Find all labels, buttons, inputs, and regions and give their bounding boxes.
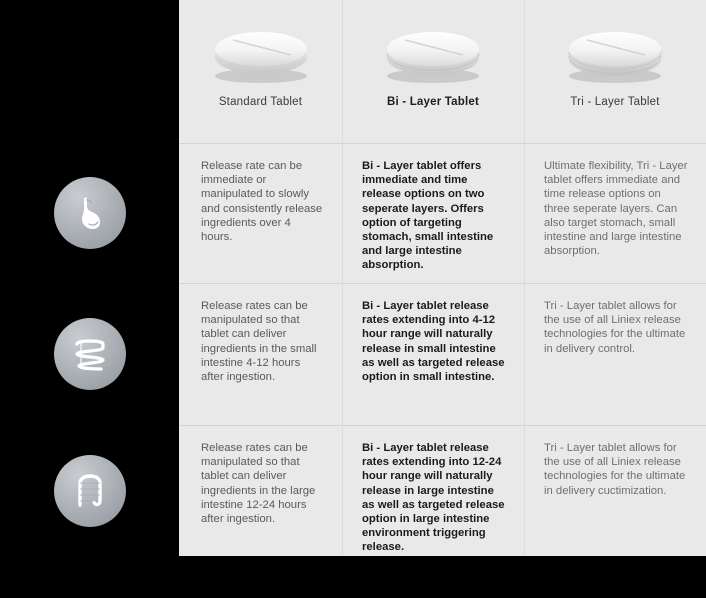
header-corner-blank	[0, 0, 179, 143]
row-icon-small-intestine	[0, 283, 179, 425]
tablet-bilayer-icon	[342, 14, 524, 92]
cell-trilayer-stomach: Ultimate flexibility, Tri - Layer tablet offers immediate and time release options on three seperate layers. Can also target stomach, small intestine and large intestine absorption.	[544, 160, 688, 258]
cell-standard-large-intestine: Release rates can be manipulated so that tablet can deliver ingredients in the large intestine 12-24 hours after ingestion.	[201, 442, 316, 526]
row-icon-stomach	[0, 143, 179, 283]
divider-row2	[179, 425, 706, 426]
row-icon-large-intestine	[0, 425, 179, 556]
divider-row1	[179, 283, 706, 284]
divider-header	[179, 143, 706, 144]
tablet-trilayer-icon	[524, 14, 706, 92]
column-header-bilayer	[342, 0, 524, 143]
column-header-label: Bi - Layer Tablet	[386, 96, 479, 108]
column-header-label: Standard Tablet	[218, 96, 303, 108]
tablet-standard-icon	[179, 14, 342, 92]
large-intestine-icon	[54, 455, 126, 527]
cell-standard-stomach: Release rate can be immediate or manipulated to slowly and consistently release ingredients over 4 hours.	[201, 160, 323, 244]
cell-bilayer-stomach: Bi - Layer tablet offers immediate and time release options on two seperate layers. Offers option of targeting stomach, small intestine and large intestine absorption.	[362, 160, 494, 272]
column-header-trilayer	[524, 0, 706, 143]
cell-trilayer-small-intestine: Tri - Layer tablet allows for the use of all Liniex release technologies for the ultimate in delivery control.	[544, 300, 686, 355]
cell-standard-small-intestine: Release rates can be manipulated so that tablet can deliver ingredients in the small intestine 4-12 hours after ingestion.	[201, 300, 317, 384]
divider-col-standard	[342, 0, 343, 556]
stomach-icon	[54, 177, 126, 249]
cell-bilayer-large-intestine: Bi - Layer tablet release rates extending into 12-24 hour range will naturally release in large intestine as well as targeted release option in large intestine environment triggering release.	[362, 442, 505, 554]
column-header-standard	[179, 0, 342, 143]
footer-strip	[0, 556, 706, 598]
column-header-label: Tri - Layer Tablet	[570, 96, 660, 108]
divider-col-bilayer	[524, 0, 525, 556]
cell-bilayer-small-intestine: Bi - Layer tablet release rates extending into 4-12 hour range will naturally release in small intestine as well as targeted release option in small intestine.	[362, 300, 505, 384]
cell-trilayer-large-intestine: Tri - Layer tablet allows for the use of all Liniex release technologies for the ultimate in delivery cuctimization.	[544, 442, 686, 497]
small-intestine-icon	[54, 318, 126, 390]
